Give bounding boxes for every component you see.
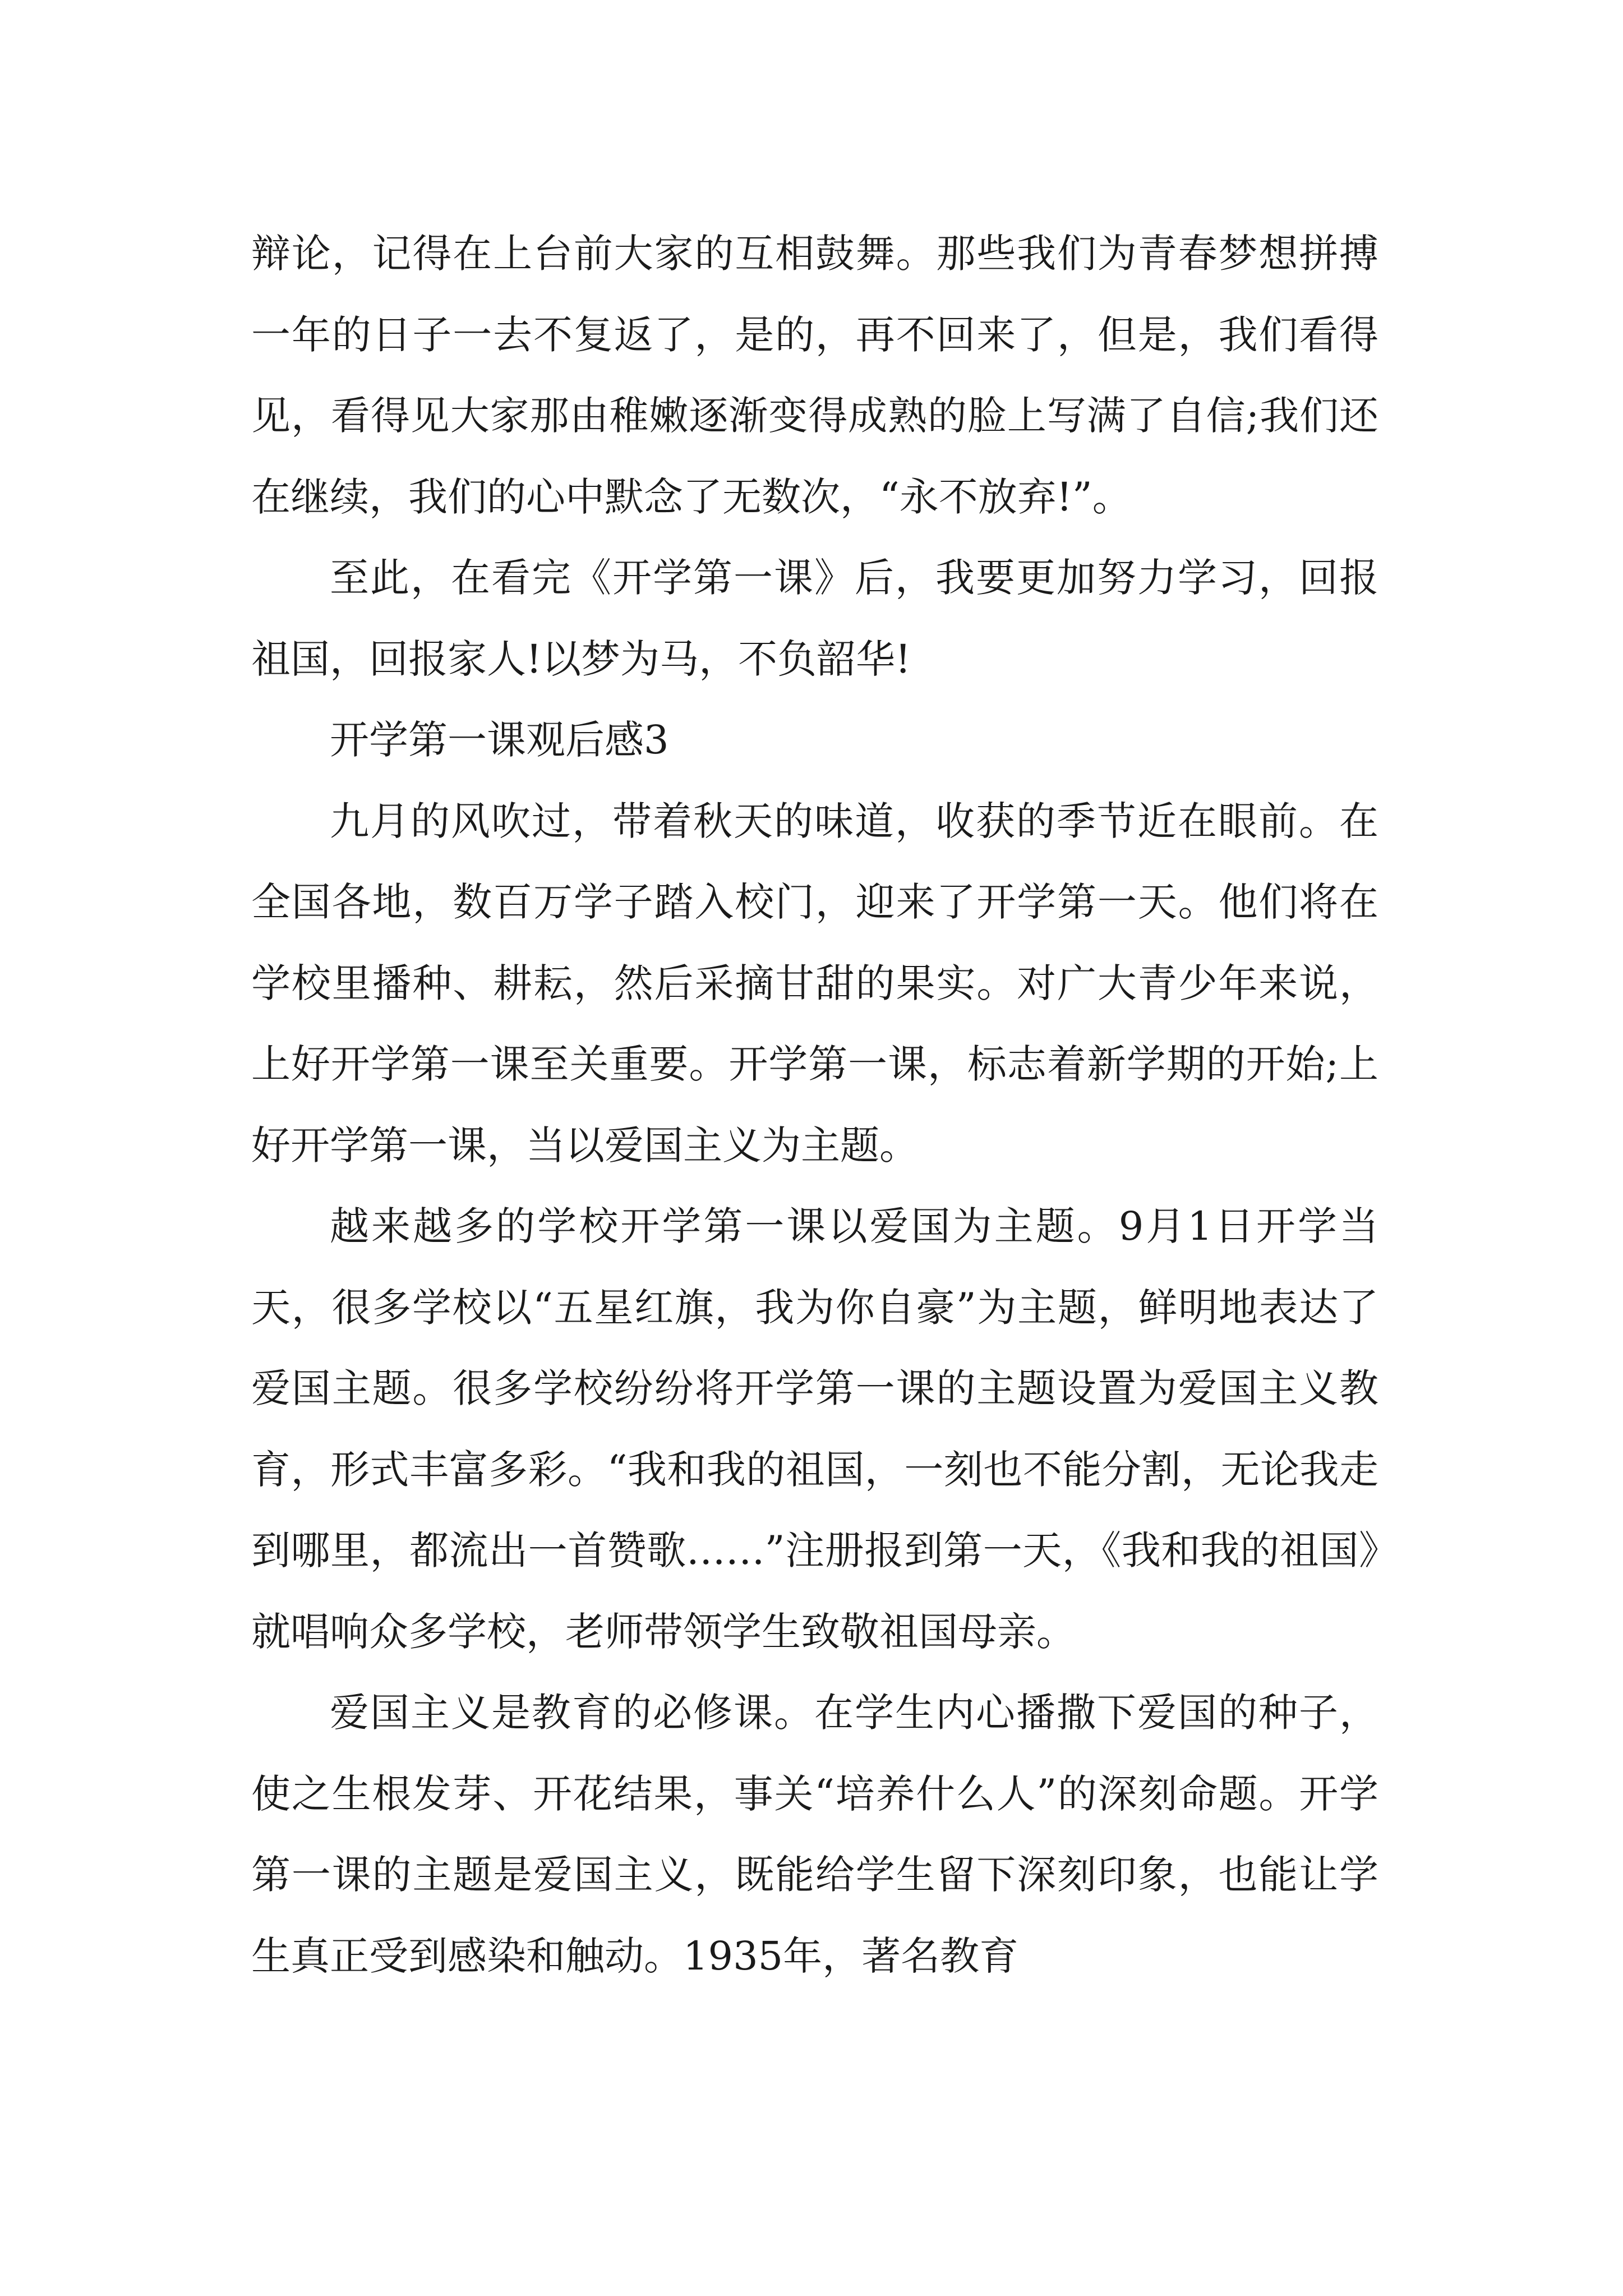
paragraph-conclusion: 至此，在看完《开学第一课》后，我要更加努力学习，回报祖国，回报家人!以梦为马，不负韶华! [251,555,1378,682]
section-heading: 开学第一课观后感3 [330,717,669,763]
paragraph: 越来越多的学校开学第一课以爱国为主题。9月1日开学当天，很多学校以“五星红旗，我为你自豪”为主题，鲜明地表达了爱国主题。很多学校纷纷将开学第一课的主题设置为爱国主义教育，形式丰富多彩。“我和我的祖国，一刻也不能分割，无论我走到哪里，都流出一首赞歌……”注册报到第一天，《我和我的祖国》就唱响众多学校，老师带领学生致敬祖国母亲。 [251,1203,1378,1655]
document-body [251,213,1378,1996]
paragraph-continuation: 辩论，记得在上台前大家的互相鼓舞。那些我们为青春梦想拼搏一年的日子一去不复返了，是的，再不回来了，但是，我们看得见，看得见大家那由稚嫩逐渐变得成熟的脸上写满了自信;我们还在继续，我们的心中默念了无数次，“永不放弃!”。 [251,231,1378,520]
paragraph: 爱国主义是教育的必修课。在学生内心播撒下爱国的种子，使之生根发芽、开花结果，事关“培养什么人”的深刻命题。开学第一课的主题是爱国主义，既能给学生留下深刻印象，也能让学生真正受到感染和触动。1935年，著名教育 [251,1690,1378,1979]
paragraph: 九月的风吹过，带着秋天的味道，收获的季节近在眼前。在全国各地，数百万学子踏入校门，迎来了开学第一天。他们将在学校里播种、耕耘，然后采摘甘甜的果实。对广大青少年来说，上好开学第一课至关重要。开学第一课，标志着新学期的开始;上好开学第一课，当以爱国主义为主题。 [251,798,1378,1168]
